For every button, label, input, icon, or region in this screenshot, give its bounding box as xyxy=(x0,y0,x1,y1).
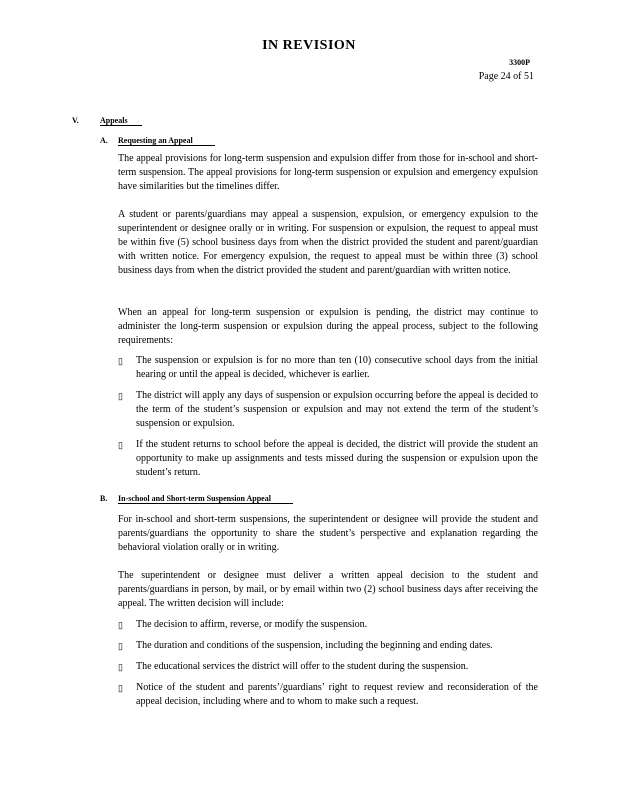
paragraph: The superintendent or designee must deliver a written appeal decision to the student and parents/guardians in person, by mail, or by email within two (2) school business days after receiving the appeal. The written decision will include: xyxy=(118,570,538,609)
subsection-heading-b xyxy=(100,494,293,503)
subsection-number: A. xyxy=(100,136,108,145)
subsection-label: Requesting an Appeal xyxy=(118,136,215,146)
paragraph: For in-school and short-term suspensions, the superintendent or designee will provide the student and parents/guardians the opportunity to share the student’s perspective and explanation regarding the behavioral violation orally or in writing. xyxy=(118,514,538,553)
bullet-glyph: ▯ xyxy=(118,356,123,366)
section-number: V. xyxy=(72,116,79,125)
subsection-heading-a xyxy=(100,136,215,145)
subsection-label: In-school and Short-term Suspension Appeal xyxy=(118,494,293,504)
subsection-number: B. xyxy=(100,494,108,503)
list-item xyxy=(118,438,538,480)
list-item xyxy=(118,660,538,674)
document-title: IN REVISION xyxy=(262,38,356,53)
paragraph: A student or parents/guardians may appeal a suspension, expulsion, or emergency expulsion to the superintendent or designee orally or in writing. For suspension or expulsion, the request to appeal must be within five (5) school business days from when the district provided the student and parent/guardian with written notice. For emergency expulsion, the request to appeal must be within three (3) school business days from when the district provided the student and parent/guardian with written notice. xyxy=(118,209,538,276)
list-item xyxy=(118,618,538,632)
bullet-glyph: ▯ xyxy=(118,440,123,450)
bullet-glyph: ▯ xyxy=(118,391,123,401)
bullet-glyph: ▯ xyxy=(118,641,123,651)
list-item-text: The suspension or expulsion is for no more than ten (10) consecutive school days from the initial hearing or until the appeal is decided, whichever is earlier. xyxy=(136,355,538,380)
bullet-list xyxy=(118,354,538,487)
policy-number: 3300P xyxy=(509,58,530,67)
paragraph: When an appeal for long-term suspension or expulsion is pending, the district may continue to administer the long-term suspension or expulsion during the appeal process, subject to the following requirements: xyxy=(118,307,538,346)
section-label: Appeals xyxy=(100,116,142,126)
list-item xyxy=(118,354,538,382)
list-item xyxy=(118,639,538,653)
section-heading-appeals xyxy=(72,116,142,125)
bullet-list xyxy=(118,618,538,716)
list-item-text: The decision to affirm, reverse, or modify the suspension. xyxy=(136,619,368,630)
list-item-text: The district will apply any days of suspension or expulsion occurring before the appeal is decided to the term of the student’s suspension or expulsion and may not extend the term of the student’s suspension or expulsion. xyxy=(136,390,538,429)
list-item xyxy=(118,389,538,431)
bullet-glyph: ▯ xyxy=(118,620,123,630)
list-item xyxy=(118,681,538,709)
paragraph: The appeal provisions for long-term suspension and expulsion differ from those for in-school and short-term suspension. The appeal provisions for long-term suspension or expulsion and emergency expulsion have similarities but the timelines differ. xyxy=(118,153,538,192)
list-item-text: The educational services the district will offer to the student during the suspension. xyxy=(136,661,469,672)
bullet-glyph: ▯ xyxy=(118,662,123,672)
page-number: Page 24 of 51 xyxy=(478,71,534,82)
list-item-text: Notice of the student and parents’/guardians’ right to request review and reconsideration of the appeal decision, including where and to whom to make such a request. xyxy=(136,682,538,707)
list-item-text: If the student returns to school before the appeal is decided, the district will provide the student an opportunity to make up assignments and tests missed during the suspension or expulsion upon the student’s return. xyxy=(136,439,538,478)
list-item-text: The duration and conditions of the suspension, including the beginning and ending dates. xyxy=(136,640,493,651)
bullet-glyph: ▯ xyxy=(118,683,123,693)
